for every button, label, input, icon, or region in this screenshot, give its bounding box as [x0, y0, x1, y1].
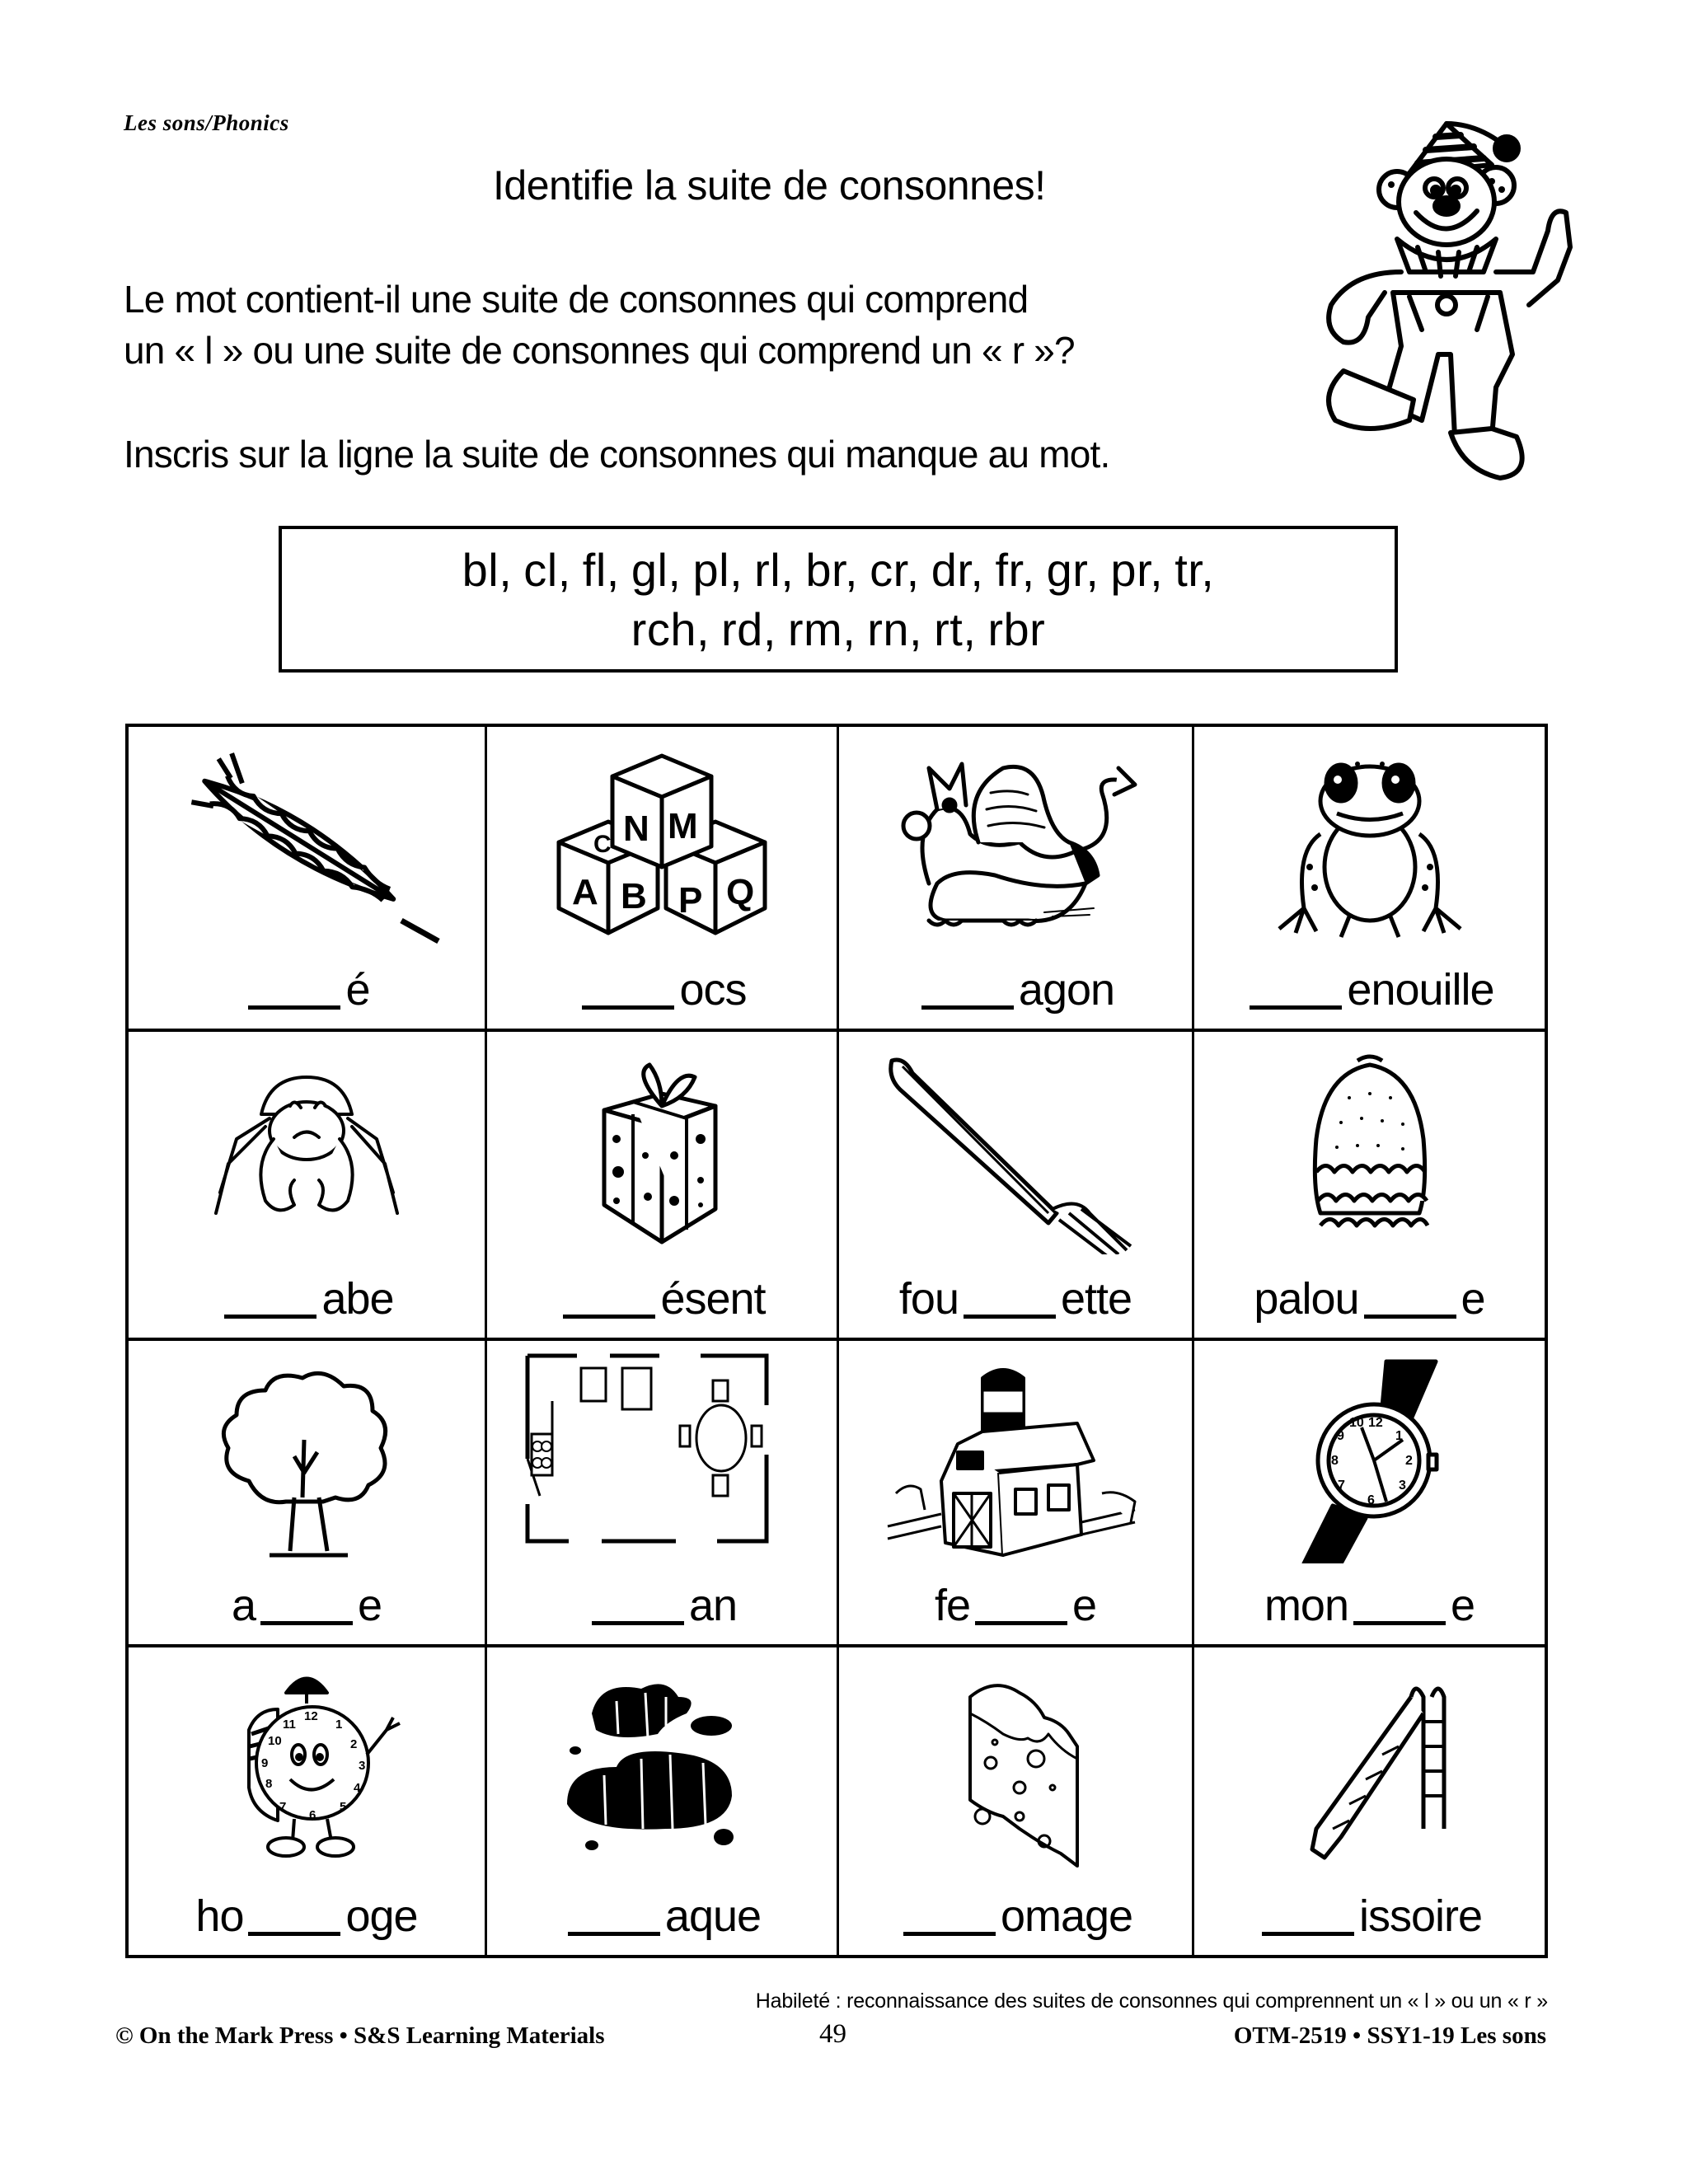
answer-blank[interactable]: [224, 1314, 316, 1319]
block-letter-b: B: [621, 876, 647, 916]
exercise-cell-dragon: [839, 727, 1194, 1032]
exercise-cell-watch: [1194, 1341, 1545, 1647]
gift-icon: [526, 1048, 798, 1254]
word-suffix: an: [688, 1581, 738, 1630]
exercise-cell-blocks: [487, 727, 839, 1032]
word-suffix: abe: [321, 1274, 394, 1324]
word-suffix: e: [1072, 1581, 1097, 1630]
publisher-credit: © On the Mark Press • S&S Learning Materials: [115, 2022, 605, 2049]
svg-text:12: 12: [1367, 1416, 1383, 1430]
consonant-blend-bank: [279, 526, 1398, 673]
svg-text:7: 7: [279, 1800, 287, 1814]
exercise-grid: [125, 724, 1548, 1958]
svg-text:1: 1: [335, 1718, 343, 1732]
product-code: OTM-2519 • SSY1-19 Les sons: [1233, 2022, 1546, 2049]
word-suffix: omage: [1000, 1891, 1133, 1941]
blend-br: br,: [805, 544, 859, 596]
word-prefix: a: [231, 1581, 256, 1630]
svg-text:10: 10: [268, 1734, 282, 1748]
blend-rl: rl,: [754, 544, 795, 596]
blend-pr: pr,: [1110, 544, 1164, 596]
block-letter-n: N: [623, 808, 649, 849]
word-prompt: [487, 964, 837, 1015]
word-prompt: [839, 1891, 1192, 1942]
word-bank-row-1: [282, 541, 1395, 600]
answer-blank[interactable]: [260, 1620, 353, 1625]
answer-blank[interactable]: [1262, 1931, 1354, 1936]
instruction-line-2: un « l » ou une suite de consonnes qui comprend un « r »?: [124, 329, 1075, 372]
blend-fl: fl,: [582, 544, 620, 596]
word-prompt: [839, 964, 1192, 1015]
blend-cr: cr,: [870, 544, 920, 596]
svg-text:5: 5: [340, 1800, 347, 1814]
blend-dr: dr,: [931, 544, 984, 596]
word-prefix: mon: [1264, 1581, 1348, 1630]
svg-text:11: 11: [283, 1718, 296, 1732]
cheese-icon: [879, 1664, 1151, 1870]
skill-note: Habileté : reconnaissance des suites de consonnes qui comprennent un « l » ou un « r »: [755, 1990, 1548, 2013]
exercise-cell-floor-plan: [487, 1341, 839, 1647]
word-prefix: fou: [898, 1274, 959, 1324]
blend-cl: cl,: [523, 544, 571, 596]
answer-blank[interactable]: [248, 1005, 340, 1010]
exercise-cell-cheese: [839, 1647, 1194, 1955]
blend-rm: rm,: [787, 603, 856, 655]
word-prompt: [487, 1891, 837, 1942]
word-prompt: [1194, 1273, 1545, 1324]
blend-gr: gr,: [1046, 544, 1100, 596]
farm-icon: [879, 1357, 1151, 1563]
slide-icon: [1234, 1664, 1506, 1870]
svg-text:8: 8: [1330, 1454, 1339, 1468]
instruction-line-3: Inscris sur la ligne la suite de consonnes qui manque au mot.: [124, 433, 1110, 476]
block-letter-c: C: [593, 831, 612, 858]
frog-icon: [1234, 743, 1506, 949]
answer-blank[interactable]: [1250, 1005, 1342, 1010]
word-prefix: palou: [1254, 1274, 1359, 1324]
word-prompt: [487, 1580, 837, 1631]
block-letter-q: Q: [726, 872, 755, 912]
dragon-icon: [879, 743, 1151, 949]
word-prompt: [129, 964, 485, 1015]
svg-text:7: 7: [1337, 1479, 1345, 1493]
svg-text:8: 8: [265, 1777, 273, 1791]
exercise-cell-crab: [129, 1032, 487, 1341]
exercise-cell-fork: [839, 1032, 1194, 1341]
blend-rn: rn,: [867, 603, 923, 655]
instruction-line-1: Le mot contient-il une suite de consonnes qui comprend: [124, 278, 1029, 321]
word-suffix: oge: [345, 1891, 418, 1941]
word-prompt: [487, 1273, 837, 1324]
fork-icon: [879, 1048, 1151, 1254]
exercise-cell-frog: [1194, 727, 1545, 1032]
blend-tr: tr,: [1175, 544, 1215, 596]
word-prompt: [839, 1580, 1192, 1631]
page-title: Identifie la suite de consonnes!: [493, 162, 1046, 209]
wheat-icon: [171, 743, 443, 949]
word-prompt: [129, 1273, 485, 1324]
exercise-cell-wheat: [129, 727, 487, 1032]
word-suffix: e: [358, 1581, 382, 1630]
word-suffix: issoire: [1358, 1891, 1483, 1941]
answer-blank[interactable]: [568, 1931, 660, 1936]
word-suffix: agon: [1018, 965, 1115, 1015]
answer-blank[interactable]: [903, 1931, 996, 1936]
word-prompt: [1194, 1891, 1545, 1942]
section-label: Les sons/Phonics: [124, 110, 289, 135]
answer-blank[interactable]: [582, 1005, 674, 1010]
svg-text:10: 10: [1348, 1416, 1364, 1430]
word-suffix: e: [1451, 1581, 1475, 1630]
svg-text:1: 1: [1395, 1429, 1403, 1443]
answer-blank[interactable]: [1353, 1620, 1446, 1625]
clown-icon: [1286, 107, 1599, 486]
word-prompt: [1194, 964, 1545, 1015]
word-prefix: fe: [934, 1581, 970, 1630]
exercise-cell-tree: [129, 1341, 487, 1647]
blend-rbr: rbr: [987, 603, 1046, 655]
blend-bl: bl,: [462, 544, 513, 596]
exercise-cell-gift: [487, 1032, 839, 1341]
word-prompt: [129, 1580, 485, 1631]
blend-rch: rch,: [631, 603, 710, 655]
block-letter-p: P: [678, 880, 703, 921]
word-suffix: ocs: [679, 965, 747, 1015]
answer-blank[interactable]: [1364, 1314, 1456, 1319]
block-letter-m: M: [668, 806, 698, 846]
page-number: 49: [819, 2019, 846, 2049]
word-prompt: [1194, 1580, 1545, 1631]
answer-blank[interactable]: [921, 1005, 1014, 1010]
svg-text:6: 6: [309, 1808, 316, 1822]
exercise-cell-farm: [839, 1341, 1194, 1647]
word-suffix: e: [1461, 1274, 1485, 1324]
word-prompt: [129, 1891, 485, 1942]
svg-text:3: 3: [1398, 1479, 1406, 1493]
alarm-clock-icon: [171, 1664, 443, 1870]
exercise-cell-slide: [1194, 1647, 1545, 1955]
floor-plan-icon: [499, 1347, 812, 1554]
word-suffix: enouille: [1347, 965, 1494, 1015]
exercise-cell-alarm-clock: [129, 1647, 487, 1955]
crab-icon: [171, 1048, 443, 1254]
puddle-icon: [526, 1664, 798, 1870]
answer-blank[interactable]: [592, 1620, 684, 1625]
word-suffix: ésent: [660, 1274, 766, 1324]
clam-icon: [1234, 1048, 1506, 1254]
svg-text:2: 2: [1404, 1454, 1413, 1468]
block-letter-a: A: [572, 872, 598, 912]
answer-blank[interactable]: [248, 1931, 340, 1936]
word-suffix: ette: [1061, 1274, 1132, 1324]
word-suffix: é: [345, 965, 370, 1015]
word-prefix: ho: [195, 1891, 244, 1941]
blocks-icon: [526, 743, 798, 949]
svg-text:12: 12: [304, 1709, 318, 1723]
exercise-cell-clam: [1194, 1032, 1545, 1341]
blend-gl: gl,: [631, 544, 682, 596]
svg-text:4: 4: [354, 1781, 361, 1795]
answer-blank[interactable]: [563, 1314, 655, 1319]
blend-rt: rt,: [934, 603, 977, 655]
svg-text:9: 9: [261, 1756, 269, 1770]
blend-fr: fr,: [995, 544, 1035, 596]
watch-icon: [1234, 1357, 1506, 1563]
answer-blank[interactable]: [964, 1314, 1056, 1319]
blend-rd: rd,: [721, 603, 776, 655]
svg-text:6: 6: [1367, 1493, 1375, 1507]
svg-text:2: 2: [350, 1737, 358, 1751]
exercise-cell-puddle: [487, 1647, 839, 1955]
answer-blank[interactable]: [975, 1620, 1067, 1625]
word-suffix: aque: [664, 1891, 762, 1941]
word-bank-row-2: [282, 600, 1395, 659]
svg-text:3: 3: [359, 1759, 366, 1773]
svg-text:9: 9: [1336, 1429, 1344, 1443]
blend-pl: pl,: [692, 544, 743, 596]
tree-icon: [171, 1357, 443, 1563]
word-prompt: [839, 1273, 1192, 1324]
